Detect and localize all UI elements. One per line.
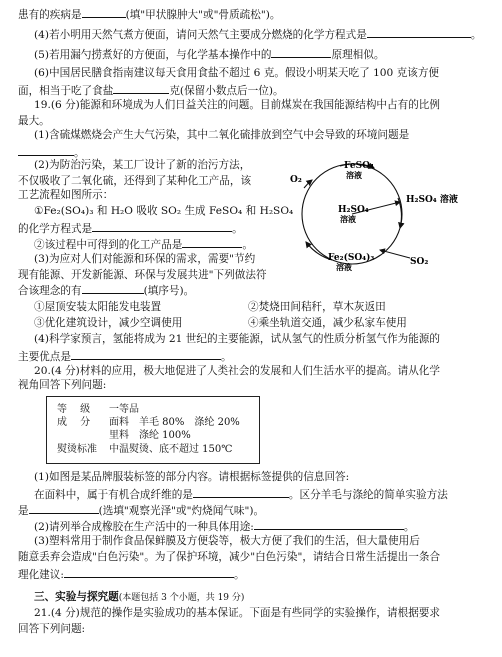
q18-5: [34, 46, 384, 62]
text: 。: [74, 147, 85, 159]
q20-3b: 随意丢弃会造成"白色污染"。为了保护环境，减少"白色污染"，请结合日常生活提出一条合: [18, 551, 441, 563]
label-iron-val: 中温熨烫、底不超过 150℃: [109, 444, 233, 455]
q18-6: (6)中国居民膳食指南建议每天食用食盐不超过 6 克。假设小明某天吃了 100 克该方便: [34, 67, 440, 79]
blank[interactable]: [18, 144, 74, 156]
q20-1c: [18, 502, 264, 518]
q18-line-1: [18, 6, 280, 22]
blank[interactable]: [271, 46, 331, 58]
text: 原理相似。: [331, 49, 385, 61]
label-so2: SO₂: [410, 257, 429, 267]
label-comp-val2: 里料 涤纶 100%: [109, 430, 191, 441]
text: 合该理念的有: [18, 285, 82, 297]
option-4: ④乘坐轨道交通，减少私家车使用: [248, 317, 407, 329]
label-h2so4-inner: H₂SO₄: [338, 205, 369, 215]
q19-3: (3)为应对人们对能源和环保的需求，需要"节约: [34, 253, 256, 265]
q19-3b: 现有能源、开发新能源、环保与发展共进"下列做法符: [18, 269, 267, 281]
option-2: ②焚烧田间秸秆，草木灰返田: [248, 301, 386, 313]
q20-1: (1)如图是某品牌服装标签的部分内容。请根据标签提供的信息回答:: [34, 471, 350, 483]
q20-3: (3)塑料常用于制作食品保鲜膜及方便袋等，极大方便了我们的生活，但大量使用后: [34, 535, 420, 547]
label-feso4: FeSO₄: [344, 161, 374, 171]
label-fe2so43: Fe₂(SO₄)₃: [328, 253, 375, 263]
text: 。: [220, 351, 232, 363]
text: 的化学方程式是: [18, 223, 93, 235]
text: (填"甲状腺肿大"或"骨质疏松")。: [125, 9, 281, 21]
q20-stem-2: 视角回答下列问题:: [18, 379, 107, 391]
clothing-label: [46, 396, 260, 464]
q20-1b: [34, 486, 448, 502]
section-3-heading: [34, 590, 244, 605]
label-h2so4-outlet: H₂SO₄ 溶液: [406, 195, 458, 205]
text: (5)若用漏勺捞煮好的方便面，与化学基本操作中的: [34, 49, 272, 61]
process-flow-diagram: [282, 158, 492, 278]
section-note: (本题包括 3 个小题，共 19 分): [118, 593, 245, 603]
text: (4)若小明用天然气煮方便面，请问天然气主要成分燃烧的化学方程式是: [34, 29, 367, 41]
q18-6b: [18, 82, 284, 98]
label-o2: O₂: [290, 175, 302, 185]
blank[interactable]: [367, 26, 471, 38]
blank[interactable]: [64, 566, 234, 578]
text: 患有的疾病是: [18, 9, 82, 21]
label-feso4-solution: 溶液: [346, 170, 362, 180]
blank[interactable]: [82, 6, 126, 18]
label-grade-val: 一等品: [109, 404, 139, 415]
text: 。: [233, 569, 245, 581]
arrow-so2: [380, 250, 410, 258]
text: ②该过程中可得到的化工产品是: [34, 239, 183, 251]
q21-stem: 21.(4 分)规范的操作是实验成功的基本保证。下面是有些同学的实验操作，请根据要求: [34, 607, 440, 619]
section-title: 三、实验与探究题: [34, 591, 119, 603]
q21-stem-2: 回答下列问题:: [18, 623, 86, 635]
text: 。: [242, 239, 253, 251]
text: 。: [403, 521, 415, 533]
q19-2f: [34, 236, 253, 252]
label-grade-key: 等 级: [57, 404, 91, 415]
q19-2c: 工艺流程如图所示：: [18, 189, 114, 201]
blank[interactable]: [254, 518, 404, 530]
blank[interactable]: [29, 502, 99, 514]
q20-3c: [18, 566, 245, 582]
text: 克(保留小数点后一位)。: [169, 85, 284, 97]
text: 。: [232, 223, 243, 235]
text: 在面料中，属于有机合成纤维的是: [34, 489, 193, 501]
blank[interactable]: [71, 348, 221, 360]
text: (2)请列举合成橡胶在生产活中的一种具体用途:: [34, 521, 254, 533]
q19-2d: ①Fe₂(SO₄)₃ 和 H₂O 吸收 SO₂ 生成 FeSO₄ 和 H₂SO₄: [34, 205, 294, 217]
blank[interactable]: [113, 82, 169, 94]
q18-4: [34, 26, 481, 42]
q19-1: (1)含硫煤燃烧会产生大气污染，其中二氧化硫排放到空气中会导致的环境问题是: [34, 129, 410, 141]
label-comp-val1: 面料 羊毛 80% 涤纶 20%: [109, 417, 240, 428]
cycle-arrow-left: [304, 180, 312, 188]
q19-2e: [18, 220, 243, 236]
q20-2: [34, 518, 414, 534]
text: 。: [470, 29, 482, 41]
q19-stem: 19.(6 分)能源和环境成为人们日益关注的问题。目前煤炭在我国能源结构中占有的比例: [34, 99, 440, 111]
q19-stem-2: 最大。: [18, 115, 50, 127]
label-fe2so43-solution: 溶液: [336, 262, 352, 272]
q19-2b: 不仅吸收了二氧化硫，还得到了某种化工产品，该: [18, 175, 252, 187]
q19-4: (4)科学家预言，氢能将成为 21 世纪的主要能源，试从氢气的性质分析氢气作为能源的: [34, 333, 440, 345]
label-h2so4-inner-solution: 溶液: [340, 214, 356, 224]
text: (填序号)。: [143, 285, 195, 297]
q19-4b: [18, 348, 232, 364]
option-1: ①屋顶安装太阳能发电装置: [34, 301, 162, 313]
blank[interactable]: [193, 486, 289, 498]
blank[interactable]: [92, 220, 232, 232]
label-iron-key: 熨烫标准: [57, 444, 97, 455]
label-comp-key: 成 分: [57, 417, 91, 428]
q19-2: (2)为防治污染，某工厂设计了新的治污方法，: [34, 159, 251, 171]
option-3: ③优化建筑设计，减少空调使用: [34, 317, 183, 329]
text: 面，相当于吃了食盐: [18, 85, 114, 97]
blank[interactable]: [182, 236, 242, 248]
text: 主要优点是: [18, 351, 71, 363]
text: 是: [18, 505, 29, 517]
blank[interactable]: [82, 282, 144, 294]
q19-3c: [18, 282, 194, 298]
q20-stem: 20.(4 分)材料的应用，极大地促进了人类社会的发展和人们生活水平的提高。请从化学: [34, 365, 440, 377]
text: 理化建议:: [18, 569, 64, 581]
text: 。区分羊毛与涤纶的简单实验方法: [288, 489, 448, 501]
text: (选填"观察光泽"或"灼烧闻气味")。: [98, 505, 265, 517]
